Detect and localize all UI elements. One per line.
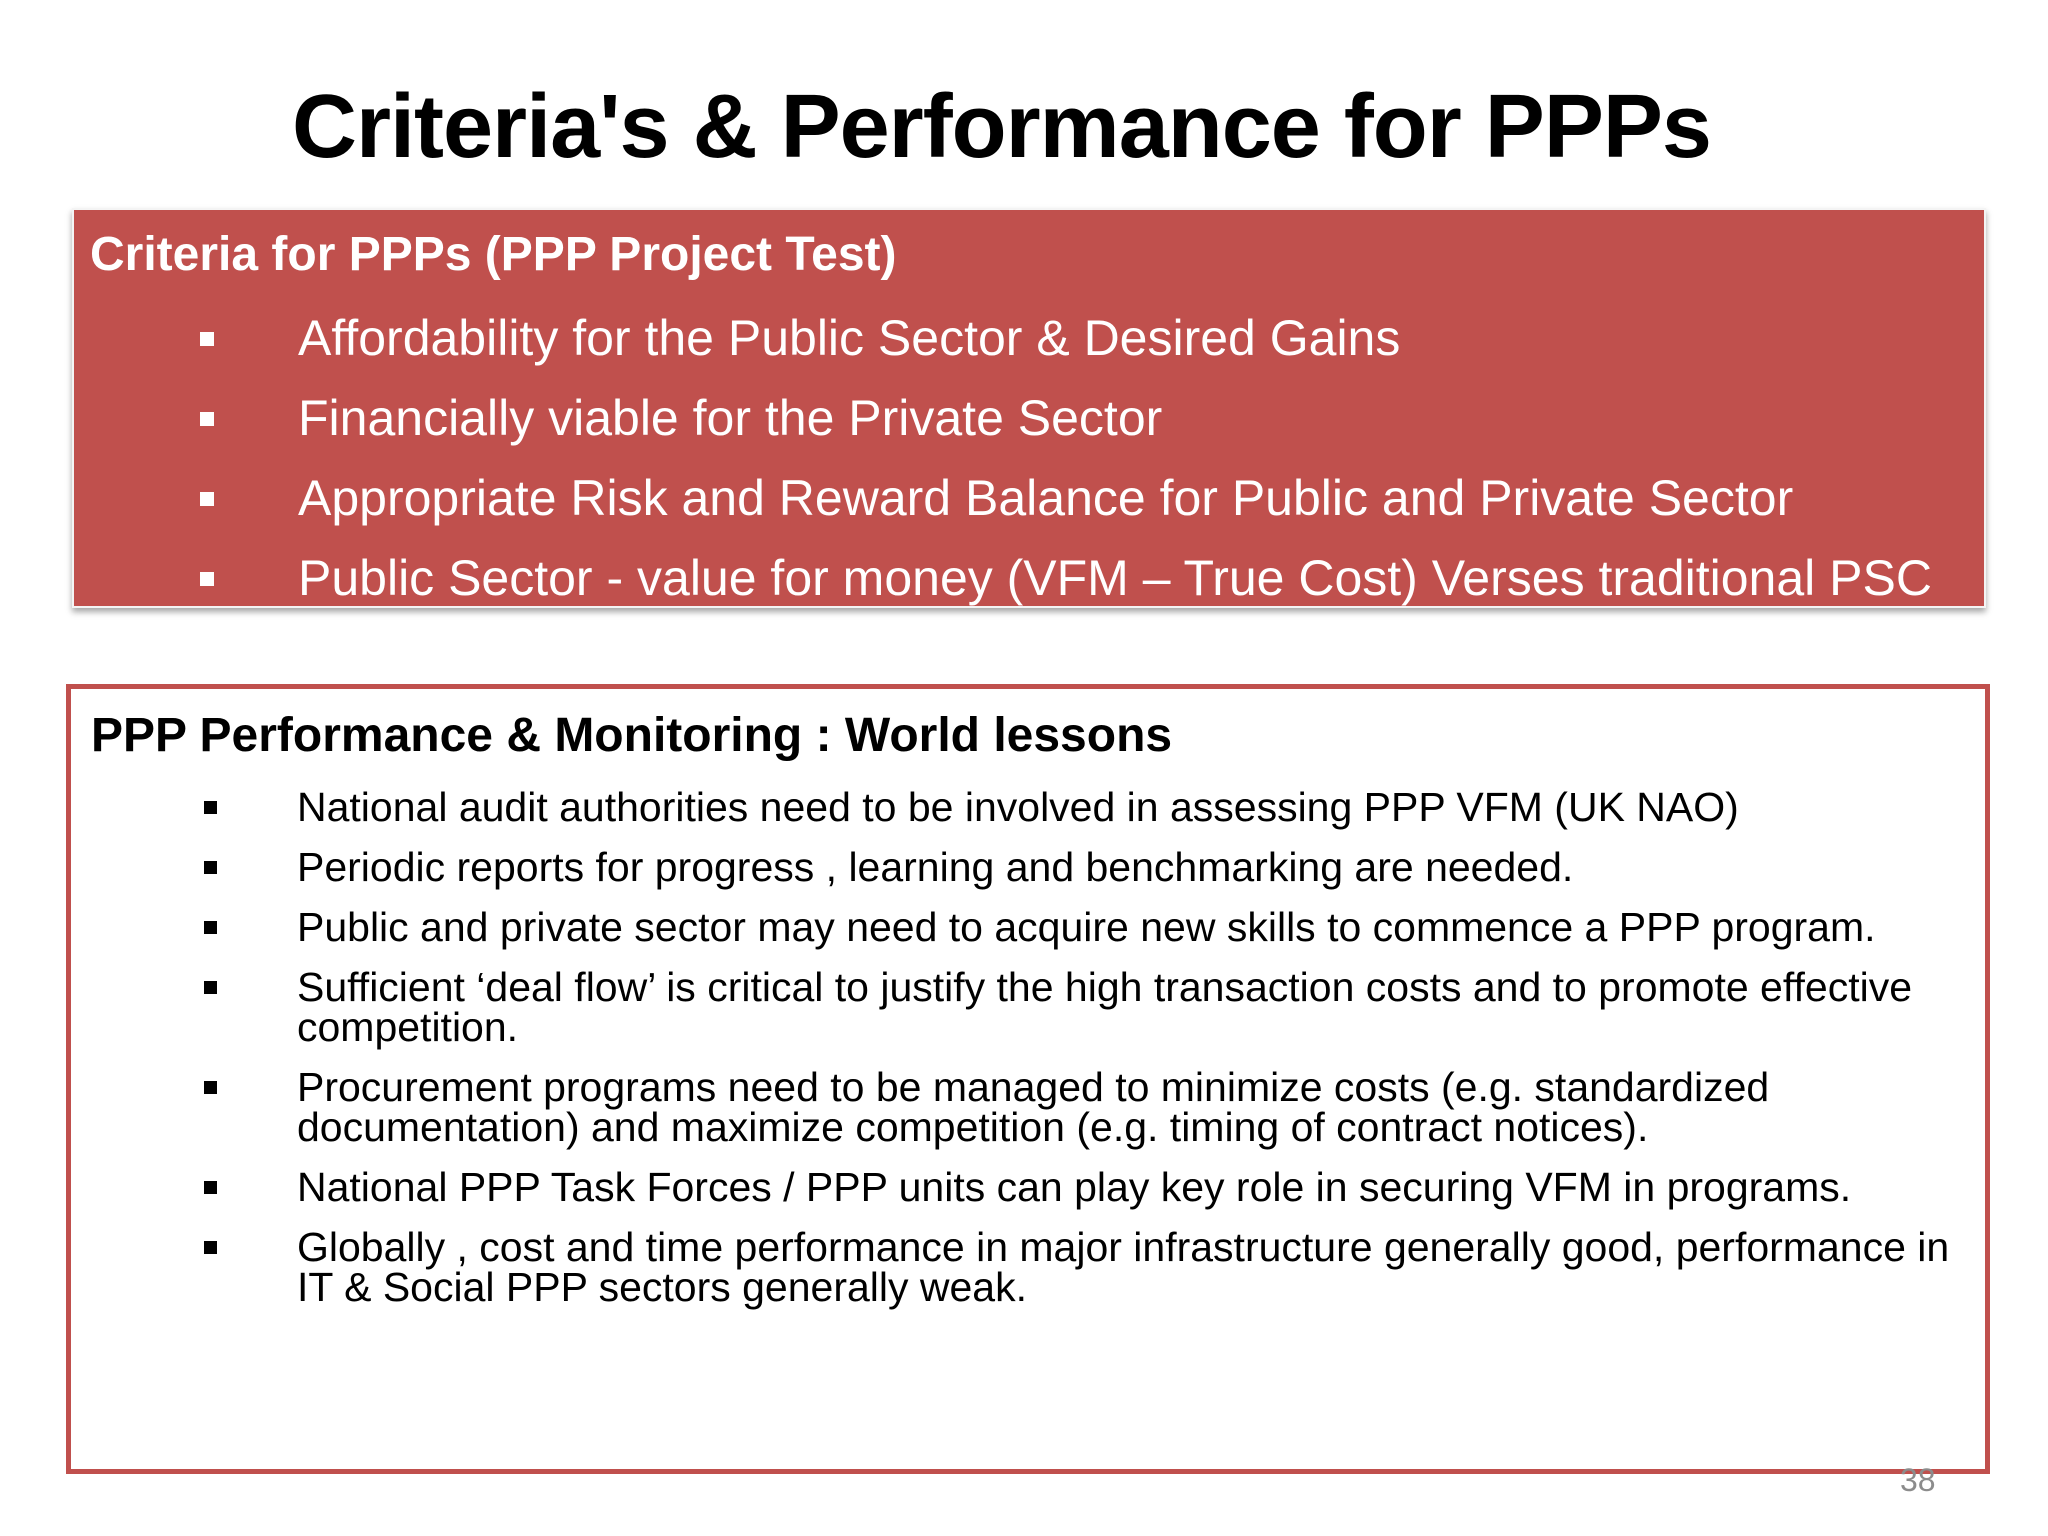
page-number: 38: [1900, 1462, 1936, 1498]
criteria-heading: Criteria for PPPs (PPP Project Test): [90, 228, 897, 281]
square-bullet-icon: [200, 492, 214, 506]
list-item: [71, 1064, 1971, 1150]
list-item-text: Sufficient ‘deal flow’ is critical to justify the high transaction costs and to promote effective competition.: [297, 964, 1912, 1050]
lessons-list: [71, 784, 1971, 1327]
lessons-box: [66, 684, 1990, 1474]
list-item-text: Financially viable for the Private Sector: [298, 390, 1163, 446]
square-bullet-icon: [200, 332, 214, 346]
list-item: [71, 784, 1971, 830]
list-item-text: National audit authorities need to be involved in assessing PPP VFM (UK NAO): [297, 784, 1739, 830]
list-item-text: Globally , cost and time performance in major infrastructure generally good, performance in IT & Social PPP sectors generally weak.: [297, 1224, 1950, 1310]
list-item: [71, 904, 1971, 950]
list-item-text: Public and private sector may need to acquire new skills to commence a PPP program.: [297, 904, 1876, 950]
square-bullet-icon: [204, 981, 217, 994]
lessons-heading: PPP Performance & Monitoring : World lessons: [91, 709, 1173, 762]
square-bullet-icon: [204, 801, 217, 814]
list-item-text: Appropriate Risk and Reward Balance for Public and Private Sector: [298, 470, 1794, 526]
square-bullet-icon: [204, 1081, 217, 1094]
list-item-text: National PPP Task Forces / PPP units can play key role in securing VFM in programs.: [297, 1164, 1852, 1210]
square-bullet-icon: [204, 1241, 217, 1254]
list-item: [71, 1224, 1971, 1310]
list-item: [71, 1164, 1971, 1210]
list-item-text: Procurement programs need to be managed to minimize costs (e.g. standardized documentation) and maximize competition (e.g. timing of contract notices).: [297, 1064, 1770, 1150]
list-item: [71, 964, 1971, 1050]
square-bullet-icon: [200, 412, 214, 426]
list-item-text: Periodic reports for progress , learning and benchmarking are needed.: [297, 844, 1574, 890]
square-bullet-icon: [204, 1181, 217, 1194]
list-item-text: Affordability for the Public Sector & Desired Gains: [298, 310, 1401, 366]
square-bullet-icon: [200, 572, 214, 586]
list-item-text: Public Sector - value for money (VFM – True Cost) Verses traditional PSC: [298, 550, 1932, 606]
square-bullet-icon: [204, 921, 217, 934]
criteria-box: [72, 208, 1986, 608]
list-item: [71, 844, 1971, 890]
slide-title: Criteria's & Performance for PPPs: [292, 77, 1711, 177]
square-bullet-icon: [204, 861, 217, 874]
